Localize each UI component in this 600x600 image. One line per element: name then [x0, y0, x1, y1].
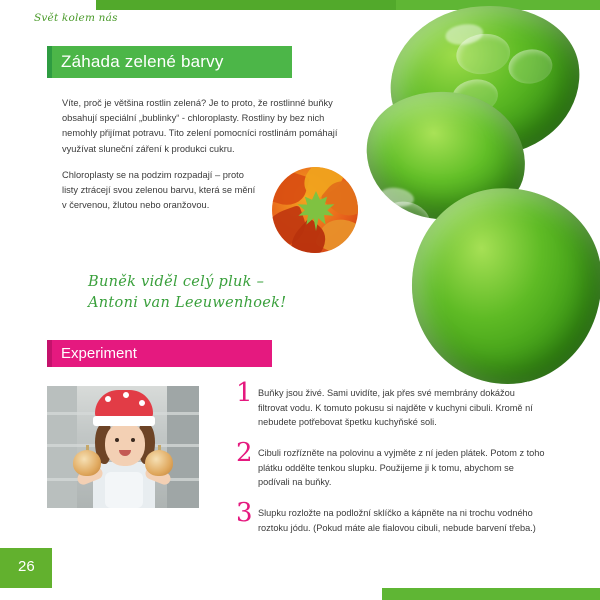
step-number: 1 — [236, 378, 253, 408]
quote-line-2: Antoni van Leeuwenhoek! — [88, 295, 287, 311]
cells-illustration — [366, 6, 600, 394]
experiment-band-tick — [47, 340, 52, 367]
body-paragraph-1: Víte, proč je většina rostlin zelená? Je to proto, že rostlinné buňky obsahují speciální „bublinky“ - chloroplasty. Rostliny by bez nich nemohly přijímat potravu. Tito zelení pomocníci rostlinám pomáhají využívat sluneční záření k produkci cukru. — [62, 98, 338, 154]
experiment-step — [236, 498, 546, 535]
step-text: Slupku rozložte na podložní sklíčko a kápněte na ni trochu vodného roztoku jódu. (Pokud máte ale fialovou cibuli, nebude barvení třeba.) — [258, 508, 536, 533]
step-text: Cibuli rozřízněte na polovinu a vyjměte z ní jeden plátek. Potom z toho plátku oddělte tenkou slupku. Použijeme ji k tomu, abychom se podívali na buňky. — [258, 448, 545, 488]
experiment-heading: Experiment — [61, 345, 137, 362]
girl-eye — [131, 438, 135, 442]
hat-dot — [105, 396, 111, 402]
step-number: 2 — [236, 438, 253, 468]
page-number-box — [0, 548, 52, 588]
body-paragraph-2: Chloroplasty se na podzim rozpadají – proto listy ztrácejí svou zelenou barvu, která se mění v červenou, žlutou nebo oranžovou. — [62, 170, 256, 211]
girl-with-onions-photo — [47, 386, 199, 508]
top-green-bar-accent — [96, 0, 396, 10]
onion — [145, 450, 173, 476]
fridge-side-right — [167, 386, 199, 508]
autumn-leaves-photo — [272, 167, 358, 253]
vacuole — [570, 397, 600, 436]
fridge-side-left — [47, 386, 77, 508]
experiment-step — [236, 378, 546, 430]
girl-eye — [115, 438, 119, 442]
bottom-green-bar — [382, 588, 600, 600]
hat-dot — [139, 400, 145, 406]
experiment-heading-band — [47, 340, 272, 367]
article-title-band — [47, 46, 292, 78]
handwritten-quote — [88, 272, 358, 314]
onion — [73, 450, 101, 476]
page-number: 26 — [18, 558, 35, 575]
title-band-tick — [47, 46, 52, 78]
chef-hat-band — [93, 416, 155, 426]
step-text: Buňky jsou živé. Sami uvidíte, jak přes své membrány dokážou filtrovat vodu. K tomuto pokusu si najděte v kuchyni cibuli. Kromě ní nebudete potřebovat špetku kuchyňské soli. — [258, 388, 533, 428]
vacuole — [560, 453, 600, 496]
page-title: Záhada zelené barvy — [61, 52, 224, 71]
experiment-step — [236, 438, 546, 490]
running-head: Svět kolem nás — [34, 12, 118, 24]
girl-apron — [105, 472, 143, 508]
hat-dot — [123, 392, 129, 398]
left-white-margin — [0, 0, 18, 600]
girl-face — [105, 422, 145, 466]
vacuole — [506, 47, 554, 87]
quote-line-1: Buněk viděl celý pluk – — [88, 274, 265, 290]
step-number: 3 — [236, 498, 253, 528]
